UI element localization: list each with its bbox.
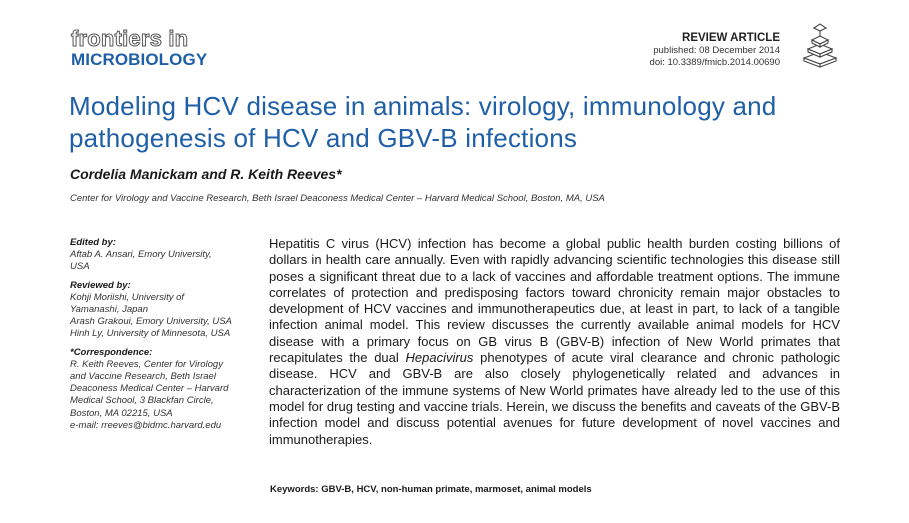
editor-line: Aftab A. Ansari, Emory University, xyxy=(70,249,212,261)
doi-link[interactable]: doi: 10.3389/fmicb.2014.00690 xyxy=(649,57,780,69)
reviewer-line: Yamanashi, Japan xyxy=(70,304,148,316)
journal-logo xyxy=(71,28,207,68)
correspondence-email[interactable]: e-mail: rreeves@bidmc.harvard.edu xyxy=(70,419,222,431)
correspondence-line: and Vaccine Research, Beth Israel xyxy=(70,371,216,383)
reviewer-line: Kohji Moriishi, University of xyxy=(70,291,185,303)
reviewer-line: Arash Grakoui, Emory University, USA xyxy=(70,316,232,328)
abstract-text-part1: Hepatitis C virus (HCV) infection has become a global public health burden costing billions of dollars in health care annually. Even with rapidly advancing scientific technologies this disease still poses a significant threat due to a lack of vaccines and affordable treatment options. The immune correlates of protection and predisposing factors toward chronicity remain major obstacles to development of HCV vaccines and immunotherapeutics due, at least in part, to lack of a tangible infection animal model. This review discusses the currently available animal models for HCV disease with a primary focus on GB virus B (GBV-B) infection of New World primates that recapitulates the dual xyxy=(269,236,840,366)
correspondence-line: Medical School, 3 Blackfan Circle, xyxy=(70,395,214,407)
article-type: REVIEW ARTICLE xyxy=(682,32,780,44)
correspondence-line: Boston, MA 02215, USA xyxy=(70,407,173,419)
reviewed-by-label: Reviewed by: xyxy=(70,279,131,291)
published-date: published: 08 December 2014 xyxy=(653,45,780,57)
keywords: Keywords: GBV-B, HCV, non-human primate, marmoset, animal models xyxy=(270,484,592,495)
correspondence-line: Deaconess Medical Center – Harvard xyxy=(70,383,229,395)
article-title: Modeling HCV disease in animals: virology, immunology and pathogenesis of HCV and GBV-B infections xyxy=(69,91,777,153)
journal-name-bottom: MICROBIOLOGY xyxy=(71,50,208,69)
article-meta xyxy=(650,31,780,69)
correspondence-line: R. Keith Reeves, Center for Virology xyxy=(70,358,223,370)
edited-by-label: Edited by: xyxy=(70,237,116,248)
reviewer-line: Hinh Ly, University of Minnesota, USA xyxy=(70,328,231,340)
stacked-layers-icon xyxy=(800,22,840,70)
abstract xyxy=(269,236,840,448)
authors: Cordelia Manickam and R. Keith Reeves* xyxy=(70,166,342,182)
correspondence-label: *Correspondence: xyxy=(70,346,153,358)
journal-name-top: frontiers in xyxy=(71,26,189,51)
affiliation: Center for Virology and Vaccine Research, Beth Israel Deaconess Medical Center – Harvard Medical School, Boston, MA, USA xyxy=(70,193,605,204)
editor-line: USA xyxy=(70,261,90,273)
abstract-italic-term: Hepacivirus xyxy=(405,350,474,366)
editorial-sidebar xyxy=(70,237,260,432)
abstract-text-part2: phenotypes of acute viral clearance and chronic pathologic disease. HCV and GBV-B are also closely phylogenetically related and advances in characterization of the immune systems of New World primates have already led to the use of this model for drug testing and vaccine trials. Herein, we discuss the benefits and caveats of the GBV-B infection model and discuss potential avenues for future development of novel vaccines and immunotherapies. xyxy=(269,350,840,447)
